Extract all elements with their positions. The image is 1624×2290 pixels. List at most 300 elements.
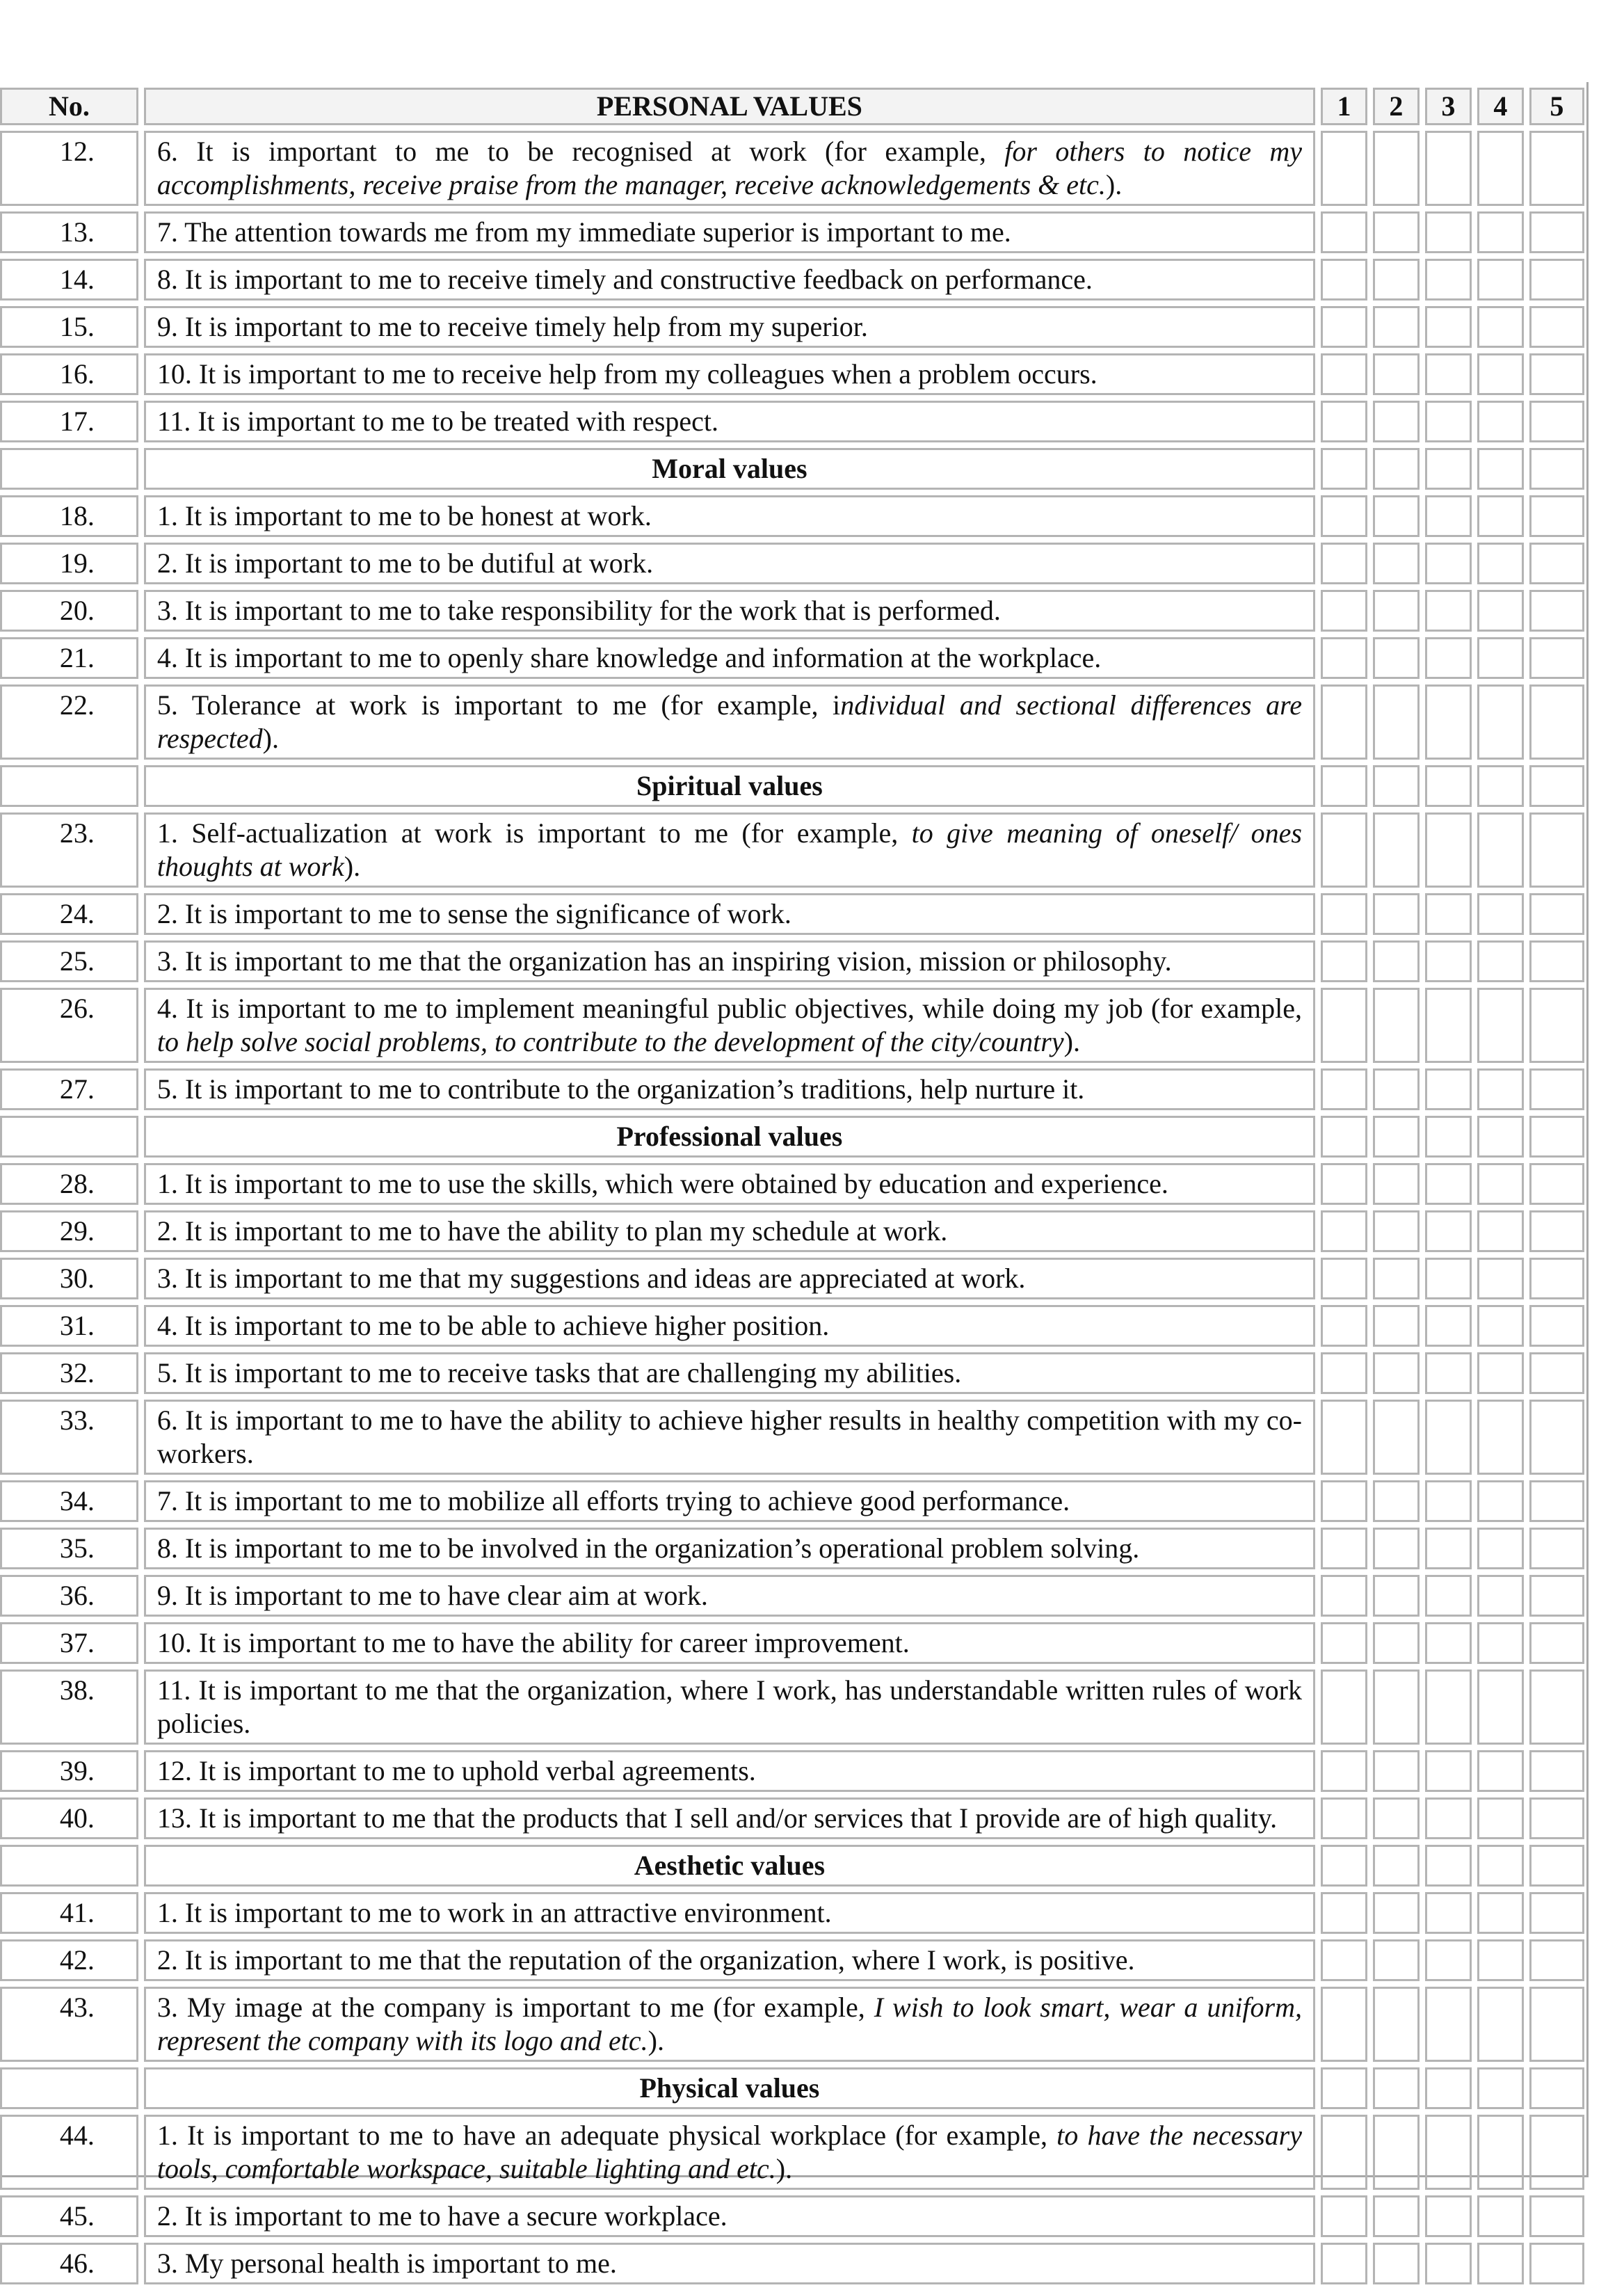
rating-box-1 — [1321, 448, 1367, 490]
statement-text: ). — [262, 723, 279, 754]
rating-box-4[interactable] — [1477, 590, 1524, 632]
rating-box-5[interactable] — [1529, 1987, 1584, 2062]
statement-text: 3. My personal health is important to me. — [156, 2248, 617, 2279]
rating-box-1[interactable] — [1321, 940, 1367, 982]
section-number-cell — [0, 1116, 138, 1158]
statement-text: 3. My image at the company is important to me (for example, — [156, 1992, 874, 2023]
rating-box-2[interactable] — [1373, 637, 1420, 679]
section-header-row — [0, 2067, 1584, 2109]
rating-box-5[interactable] — [1529, 940, 1584, 982]
rating-box-1[interactable] — [1321, 1575, 1367, 1617]
rating-box-4[interactable] — [1477, 684, 1524, 760]
rating-box-2[interactable] — [1373, 1750, 1420, 1792]
rating-box-2[interactable] — [1373, 1622, 1420, 1664]
table-header-row — [0, 88, 1584, 125]
item-number: 27. — [0, 1068, 138, 1110]
rating-box-1[interactable] — [1321, 2243, 1367, 2284]
rating-box-1[interactable] — [1321, 1622, 1367, 1664]
statement-text: 3. It is important to me that my suggestions and ideas are appreciated at work. — [156, 1263, 1026, 1294]
rating-box-3[interactable] — [1425, 1987, 1472, 2062]
table-row — [0, 2115, 1584, 2190]
table-row — [0, 2195, 1584, 2237]
statement-text: 2. It is important to me to be dutiful at work. — [156, 547, 654, 579]
rating-box-1[interactable] — [1321, 812, 1367, 888]
section-title: Physical values — [144, 2067, 1315, 2109]
rating-box-3[interactable] — [1425, 893, 1472, 935]
rating-box-2[interactable] — [1373, 401, 1420, 442]
item-number: 21. — [0, 637, 138, 679]
rating-box-2[interactable] — [1373, 495, 1420, 537]
item-statement — [144, 1210, 1315, 1252]
rating-box-1[interactable] — [1321, 1528, 1367, 1569]
table-row — [0, 988, 1584, 1063]
table-row — [0, 684, 1584, 760]
table-row — [0, 1352, 1584, 1394]
item-number: 41. — [0, 1892, 138, 1934]
rating-box-3[interactable] — [1425, 2195, 1472, 2237]
rating-box-4[interactable] — [1477, 1352, 1524, 1394]
item-number: 20. — [0, 590, 138, 632]
item-number: 22. — [0, 684, 138, 760]
statement-text: 9. It is important to me to have clear aim at work. — [156, 1580, 708, 1611]
statement-text: 13. It is important to me that the products that I sell and/or services that I provide are of high quality. — [156, 1802, 1278, 1834]
statement-text: ). — [775, 2153, 793, 2184]
table-row — [0, 306, 1584, 348]
section-title: Professional values — [144, 1116, 1315, 1158]
table-row — [0, 1480, 1584, 1522]
rating-box-5[interactable] — [1529, 590, 1584, 632]
rating-box-3[interactable] — [1425, 637, 1472, 679]
rating-box-1[interactable] — [1321, 543, 1367, 584]
rating-box-1[interactable] — [1321, 1939, 1367, 1981]
rating-box-5 — [1529, 448, 1584, 490]
statement-example-text: for others to notice my accomplishments, receive praise from the manager, receive acknowledgements & etc. — [156, 136, 1302, 200]
rating-box-5[interactable] — [1529, 259, 1584, 301]
item-statement — [144, 1258, 1315, 1299]
section-header-row — [0, 1845, 1584, 1887]
rating-box-3[interactable] — [1425, 543, 1472, 584]
rating-box-4[interactable] — [1477, 893, 1524, 935]
statement-text: 1. Self-actualization at work is important to me (for example, — [156, 817, 912, 849]
item-statement — [144, 1352, 1315, 1394]
item-statement — [144, 893, 1315, 935]
rating-box-5[interactable] — [1529, 1068, 1584, 1110]
rating-box-4[interactable] — [1477, 401, 1524, 442]
rating-box-1[interactable] — [1321, 1670, 1367, 1745]
rating-box-5[interactable] — [1529, 495, 1584, 537]
table-row — [0, 1528, 1584, 1569]
statement-text: 5. Tolerance at work is important to me (for example, i — [156, 689, 841, 721]
rating-box-2[interactable] — [1373, 1670, 1420, 1745]
rating-box-3[interactable] — [1425, 988, 1472, 1063]
rating-box-2[interactable] — [1373, 353, 1420, 395]
rating-box-2[interactable] — [1373, 2195, 1420, 2237]
rating-box-5[interactable] — [1529, 1750, 1584, 1792]
rating-box-5 — [1529, 2067, 1584, 2109]
rating-box-1[interactable] — [1321, 306, 1367, 348]
statement-text: 8. It is important to me to receive timely and constructive feedback on performance. — [156, 264, 1093, 295]
table-row — [0, 353, 1584, 395]
rating-box-1[interactable] — [1321, 684, 1367, 760]
rating-box-3[interactable] — [1425, 2115, 1472, 2190]
rating-box-4[interactable] — [1477, 1068, 1524, 1110]
item-statement — [144, 940, 1315, 982]
rating-box-5[interactable] — [1529, 1480, 1584, 1522]
item-statement — [144, 1670, 1315, 1745]
rating-box-3[interactable] — [1425, 353, 1472, 395]
rating-box-3 — [1425, 448, 1472, 490]
rating-box-2[interactable] — [1373, 1352, 1420, 1394]
item-number: 24. — [0, 893, 138, 935]
table-row — [0, 495, 1584, 537]
item-statement — [144, 2243, 1315, 2284]
rating-box-4[interactable] — [1477, 1892, 1524, 1934]
rating-box-2[interactable] — [1373, 1987, 1420, 2062]
rating-box-2[interactable] — [1373, 2243, 1420, 2284]
rating-box-4[interactable] — [1477, 543, 1524, 584]
column-header-no: No. — [0, 88, 138, 125]
rating-box-4[interactable] — [1477, 2195, 1524, 2237]
rating-box-5[interactable] — [1529, 353, 1584, 395]
column-header-scale-5: 5 — [1529, 88, 1584, 125]
statement-text: 11. It is important to me that the organization, where I work, has understandable written rules of work policies. — [156, 1674, 1302, 1739]
rating-box-1[interactable] — [1321, 1480, 1367, 1522]
rating-box-5[interactable] — [1529, 1163, 1584, 1205]
rating-box-2[interactable] — [1373, 1797, 1420, 1839]
section-title: Aesthetic values — [144, 1845, 1315, 1887]
rating-box-3[interactable] — [1425, 1797, 1472, 1839]
rating-box-3[interactable] — [1425, 1258, 1472, 1299]
column-header-scale-1: 1 — [1321, 88, 1367, 125]
rating-box-2[interactable] — [1373, 1892, 1420, 1934]
rating-box-2[interactable] — [1373, 543, 1420, 584]
rating-box-1 — [1321, 2067, 1367, 2109]
rating-box-4[interactable] — [1477, 1210, 1524, 1252]
item-statement — [144, 495, 1315, 537]
rating-box-5[interactable] — [1529, 1575, 1584, 1617]
rating-box-4[interactable] — [1477, 1528, 1524, 1569]
table-body — [0, 131, 1584, 2284]
section-number-cell — [0, 765, 138, 807]
rating-box-3[interactable] — [1425, 1750, 1472, 1792]
rating-box-3[interactable] — [1425, 1939, 1472, 1981]
table-row — [0, 401, 1584, 442]
rating-box-5[interactable] — [1529, 211, 1584, 253]
rating-box-2[interactable] — [1373, 1400, 1420, 1475]
rating-box-5[interactable] — [1529, 1939, 1584, 1981]
rating-box-5[interactable] — [1529, 401, 1584, 442]
item-statement — [144, 590, 1315, 632]
rating-box-3[interactable] — [1425, 259, 1472, 301]
table-row — [0, 1305, 1584, 1347]
item-number: 40. — [0, 1797, 138, 1839]
statement-example-text: to help solve social problems, to contribute to the development of the city/country — [156, 1026, 1064, 1057]
item-statement — [144, 1480, 1315, 1522]
rating-box-2 — [1373, 448, 1420, 490]
rating-box-1[interactable] — [1321, 590, 1367, 632]
item-number: 15. — [0, 306, 138, 348]
rating-box-2[interactable] — [1373, 812, 1420, 888]
statement-text: 4. It is important to me to implement meaningful public objectives, while doing my job (for example, — [156, 993, 1302, 1024]
rating-box-5[interactable] — [1529, 812, 1584, 888]
rating-box-2[interactable] — [1373, 259, 1420, 301]
rating-box-5[interactable] — [1529, 1797, 1584, 1839]
item-statement — [144, 1575, 1315, 1617]
item-statement — [144, 353, 1315, 395]
rating-box-4[interactable] — [1477, 259, 1524, 301]
rating-box-4[interactable] — [1477, 306, 1524, 348]
item-number: 12. — [0, 131, 138, 206]
item-number: 42. — [0, 1939, 138, 1981]
rating-box-3[interactable] — [1425, 495, 1472, 537]
table-row — [0, 812, 1584, 888]
item-number: 32. — [0, 1352, 138, 1394]
rating-box-3[interactable] — [1425, 1400, 1472, 1475]
item-number: 14. — [0, 259, 138, 301]
rating-box-4[interactable] — [1477, 1305, 1524, 1347]
rating-box-3[interactable] — [1425, 211, 1472, 253]
rating-box-3[interactable] — [1425, 1528, 1472, 1569]
rating-box-3[interactable] — [1425, 401, 1472, 442]
statement-text: 1. It is important to me to use the skills, which were obtained by education and experience. — [156, 1168, 1168, 1199]
rating-box-2[interactable] — [1373, 1575, 1420, 1617]
rating-box-5[interactable] — [1529, 306, 1584, 348]
rating-box-5[interactable] — [1529, 1352, 1584, 1394]
rating-box-1 — [1321, 1116, 1367, 1158]
rating-box-2 — [1373, 2067, 1420, 2109]
rating-box-1[interactable] — [1321, 401, 1367, 442]
rating-box-4[interactable] — [1477, 1670, 1524, 1745]
rating-box-5[interactable] — [1529, 543, 1584, 584]
rating-box-4[interactable] — [1477, 1258, 1524, 1299]
rating-box-1 — [1321, 765, 1367, 807]
rating-box-3[interactable] — [1425, 306, 1472, 348]
rating-box-3[interactable] — [1425, 1892, 1472, 1934]
section-number-cell — [0, 448, 138, 490]
rating-box-1[interactable] — [1321, 2115, 1367, 2190]
rating-box-1[interactable] — [1321, 1797, 1367, 1839]
rating-box-1[interactable] — [1321, 495, 1367, 537]
rating-box-4[interactable] — [1477, 1622, 1524, 1664]
rating-box-1[interactable] — [1321, 1987, 1367, 2062]
rating-box-2[interactable] — [1373, 131, 1420, 206]
rating-box-5[interactable] — [1529, 684, 1584, 760]
rating-box-2[interactable] — [1373, 1528, 1420, 1569]
rating-box-3[interactable] — [1425, 1575, 1472, 1617]
rating-box-2[interactable] — [1373, 1068, 1420, 1110]
item-number: 28. — [0, 1163, 138, 1205]
rating-box-3[interactable] — [1425, 2243, 1472, 2284]
rating-box-1[interactable] — [1321, 211, 1367, 253]
rating-box-5[interactable] — [1529, 2195, 1584, 2237]
rating-box-1[interactable] — [1321, 637, 1367, 679]
column-header-personal-values: PERSONAL VALUES — [144, 88, 1315, 125]
rating-box-2[interactable] — [1373, 1163, 1420, 1205]
rating-box-4[interactable] — [1477, 353, 1524, 395]
item-number: 17. — [0, 401, 138, 442]
rating-box-2[interactable] — [1373, 1258, 1420, 1299]
rating-box-3[interactable] — [1425, 1068, 1472, 1110]
item-number: 45. — [0, 2195, 138, 2237]
rating-box-3[interactable] — [1425, 131, 1472, 206]
rating-box-2[interactable] — [1373, 2115, 1420, 2190]
rating-box-4[interactable] — [1477, 940, 1524, 982]
rating-box-5[interactable] — [1529, 893, 1584, 935]
rating-box-5[interactable] — [1529, 988, 1584, 1063]
section-title: Moral values — [144, 448, 1315, 490]
statement-example-text: to give meaning of oneself/ ones thoughts at work — [156, 817, 1302, 882]
rating-box-1[interactable] — [1321, 353, 1367, 395]
rating-box-1[interactable] — [1321, 1892, 1367, 1934]
rating-box-1[interactable] — [1321, 1068, 1367, 1110]
rating-box-3 — [1425, 2067, 1472, 2109]
rating-box-3[interactable] — [1425, 812, 1472, 888]
rating-box-4[interactable] — [1477, 1750, 1524, 1792]
item-statement — [144, 306, 1315, 348]
rating-box-5[interactable] — [1529, 1210, 1584, 1252]
rating-box-4[interactable] — [1477, 2243, 1524, 2284]
rating-box-4[interactable] — [1477, 1480, 1524, 1522]
rating-box-4[interactable] — [1477, 131, 1524, 206]
rating-box-1[interactable] — [1321, 988, 1367, 1063]
section-header-row — [0, 765, 1584, 807]
rating-box-3[interactable] — [1425, 1622, 1472, 1664]
rating-box-1[interactable] — [1321, 1163, 1367, 1205]
rating-box-5[interactable] — [1529, 1892, 1584, 1934]
rating-box-5 — [1529, 765, 1584, 807]
rating-box-5[interactable] — [1529, 1305, 1584, 1347]
rating-box-3 — [1425, 1116, 1472, 1158]
rating-box-1 — [1321, 1845, 1367, 1887]
table-row — [0, 1670, 1584, 1745]
rating-box-3[interactable] — [1425, 940, 1472, 982]
item-number: 25. — [0, 940, 138, 982]
rating-box-2[interactable] — [1373, 988, 1420, 1063]
table-row — [0, 1575, 1584, 1617]
rating-box-1[interactable] — [1321, 1400, 1367, 1475]
rating-box-4[interactable] — [1477, 1797, 1524, 1839]
rating-box-2[interactable] — [1373, 684, 1420, 760]
item-number: 30. — [0, 1258, 138, 1299]
rating-box-2[interactable] — [1373, 590, 1420, 632]
item-statement — [144, 1797, 1315, 1839]
rating-box-4[interactable] — [1477, 1987, 1524, 2062]
rating-box-4[interactable] — [1477, 495, 1524, 537]
rating-box-3[interactable] — [1425, 1305, 1472, 1347]
table-row — [0, 1622, 1584, 1664]
table-row — [0, 1068, 1584, 1110]
rating-box-3[interactable] — [1425, 1163, 1472, 1205]
rating-box-4[interactable] — [1477, 1400, 1524, 1475]
rating-box-2[interactable] — [1373, 893, 1420, 935]
statement-text: 8. It is important to me to be involved in the organization’s operational problem solving. — [156, 1532, 1140, 1564]
table-row — [0, 1939, 1584, 1981]
rating-box-1[interactable] — [1321, 2195, 1367, 2237]
rating-box-3[interactable] — [1425, 590, 1472, 632]
rating-box-2[interactable] — [1373, 1480, 1420, 1522]
personal-values-table — [0, 82, 1590, 2290]
table-row — [0, 1892, 1584, 1934]
table-row — [0, 211, 1584, 253]
rating-box-4[interactable] — [1477, 812, 1524, 888]
statement-text: ). — [648, 2025, 664, 2056]
rating-box-4[interactable] — [1477, 1575, 1524, 1617]
statement-text: 4. It is important to me to be able to achieve higher position. — [156, 1310, 830, 1341]
rating-box-2[interactable] — [1373, 1939, 1420, 1981]
item-statement — [144, 812, 1315, 888]
rating-box-1[interactable] — [1321, 1305, 1367, 1347]
rating-box-5[interactable] — [1529, 2243, 1584, 2284]
rating-box-5[interactable] — [1529, 637, 1584, 679]
statement-text: 1. It is important to me to work in an attractive environment. — [156, 1897, 832, 1928]
item-statement — [144, 684, 1315, 760]
rating-box-4[interactable] — [1477, 988, 1524, 1063]
item-statement — [144, 988, 1315, 1063]
table-row — [0, 893, 1584, 935]
rating-box-1[interactable] — [1321, 1352, 1367, 1394]
rating-box-5[interactable] — [1529, 131, 1584, 206]
rating-box-2[interactable] — [1373, 306, 1420, 348]
table-row — [0, 131, 1584, 206]
rating-box-2[interactable] — [1373, 1210, 1420, 1252]
rating-box-3[interactable] — [1425, 1670, 1472, 1745]
item-statement — [144, 211, 1315, 253]
rating-box-1[interactable] — [1321, 1750, 1367, 1792]
rating-box-3[interactable] — [1425, 1480, 1472, 1522]
rating-box-1[interactable] — [1321, 259, 1367, 301]
item-number: 37. — [0, 1622, 138, 1664]
rating-box-5[interactable] — [1529, 1258, 1584, 1299]
rating-box-2[interactable] — [1373, 940, 1420, 982]
table-row — [0, 1163, 1584, 1205]
item-statement — [144, 1892, 1315, 1934]
rating-box-5 — [1529, 1116, 1584, 1158]
statement-text: 3. It is important to me that the organization has an inspiring vision, mission or philosophy. — [156, 945, 1172, 977]
rating-box-4[interactable] — [1477, 637, 1524, 679]
rating-box-3[interactable] — [1425, 1352, 1472, 1394]
item-number: 33. — [0, 1400, 138, 1475]
rating-box-5[interactable] — [1529, 1400, 1584, 1475]
item-statement — [144, 1305, 1315, 1347]
rating-box-4 — [1477, 1116, 1524, 1158]
table-row — [0, 940, 1584, 982]
table-row — [0, 259, 1584, 301]
rating-box-1[interactable] — [1321, 1210, 1367, 1252]
rating-box-1[interactable] — [1321, 893, 1367, 935]
statement-text: 11. It is important to me to be treated with respect. — [156, 406, 719, 437]
rating-box-2[interactable] — [1373, 211, 1420, 253]
rating-box-4[interactable] — [1477, 211, 1524, 253]
rating-box-1[interactable] — [1321, 1258, 1367, 1299]
rating-box-5[interactable] — [1529, 1622, 1584, 1664]
rating-box-4[interactable] — [1477, 2115, 1524, 2190]
table-row — [0, 637, 1584, 679]
item-number: 26. — [0, 988, 138, 1063]
item-number: 31. — [0, 1305, 138, 1347]
rating-box-3[interactable] — [1425, 684, 1472, 760]
rating-box-4[interactable] — [1477, 1939, 1524, 1981]
rating-box-4[interactable] — [1477, 1163, 1524, 1205]
rating-box-5[interactable] — [1529, 2115, 1584, 2190]
rating-box-2 — [1373, 1116, 1420, 1158]
rating-box-3 — [1425, 1845, 1472, 1887]
rating-box-1[interactable] — [1321, 131, 1367, 206]
rating-box-2[interactable] — [1373, 1305, 1420, 1347]
rating-box-5[interactable] — [1529, 1670, 1584, 1745]
table-row — [0, 1987, 1584, 2062]
rating-box-3[interactable] — [1425, 1210, 1472, 1252]
rating-box-5[interactable] — [1529, 1528, 1584, 1569]
